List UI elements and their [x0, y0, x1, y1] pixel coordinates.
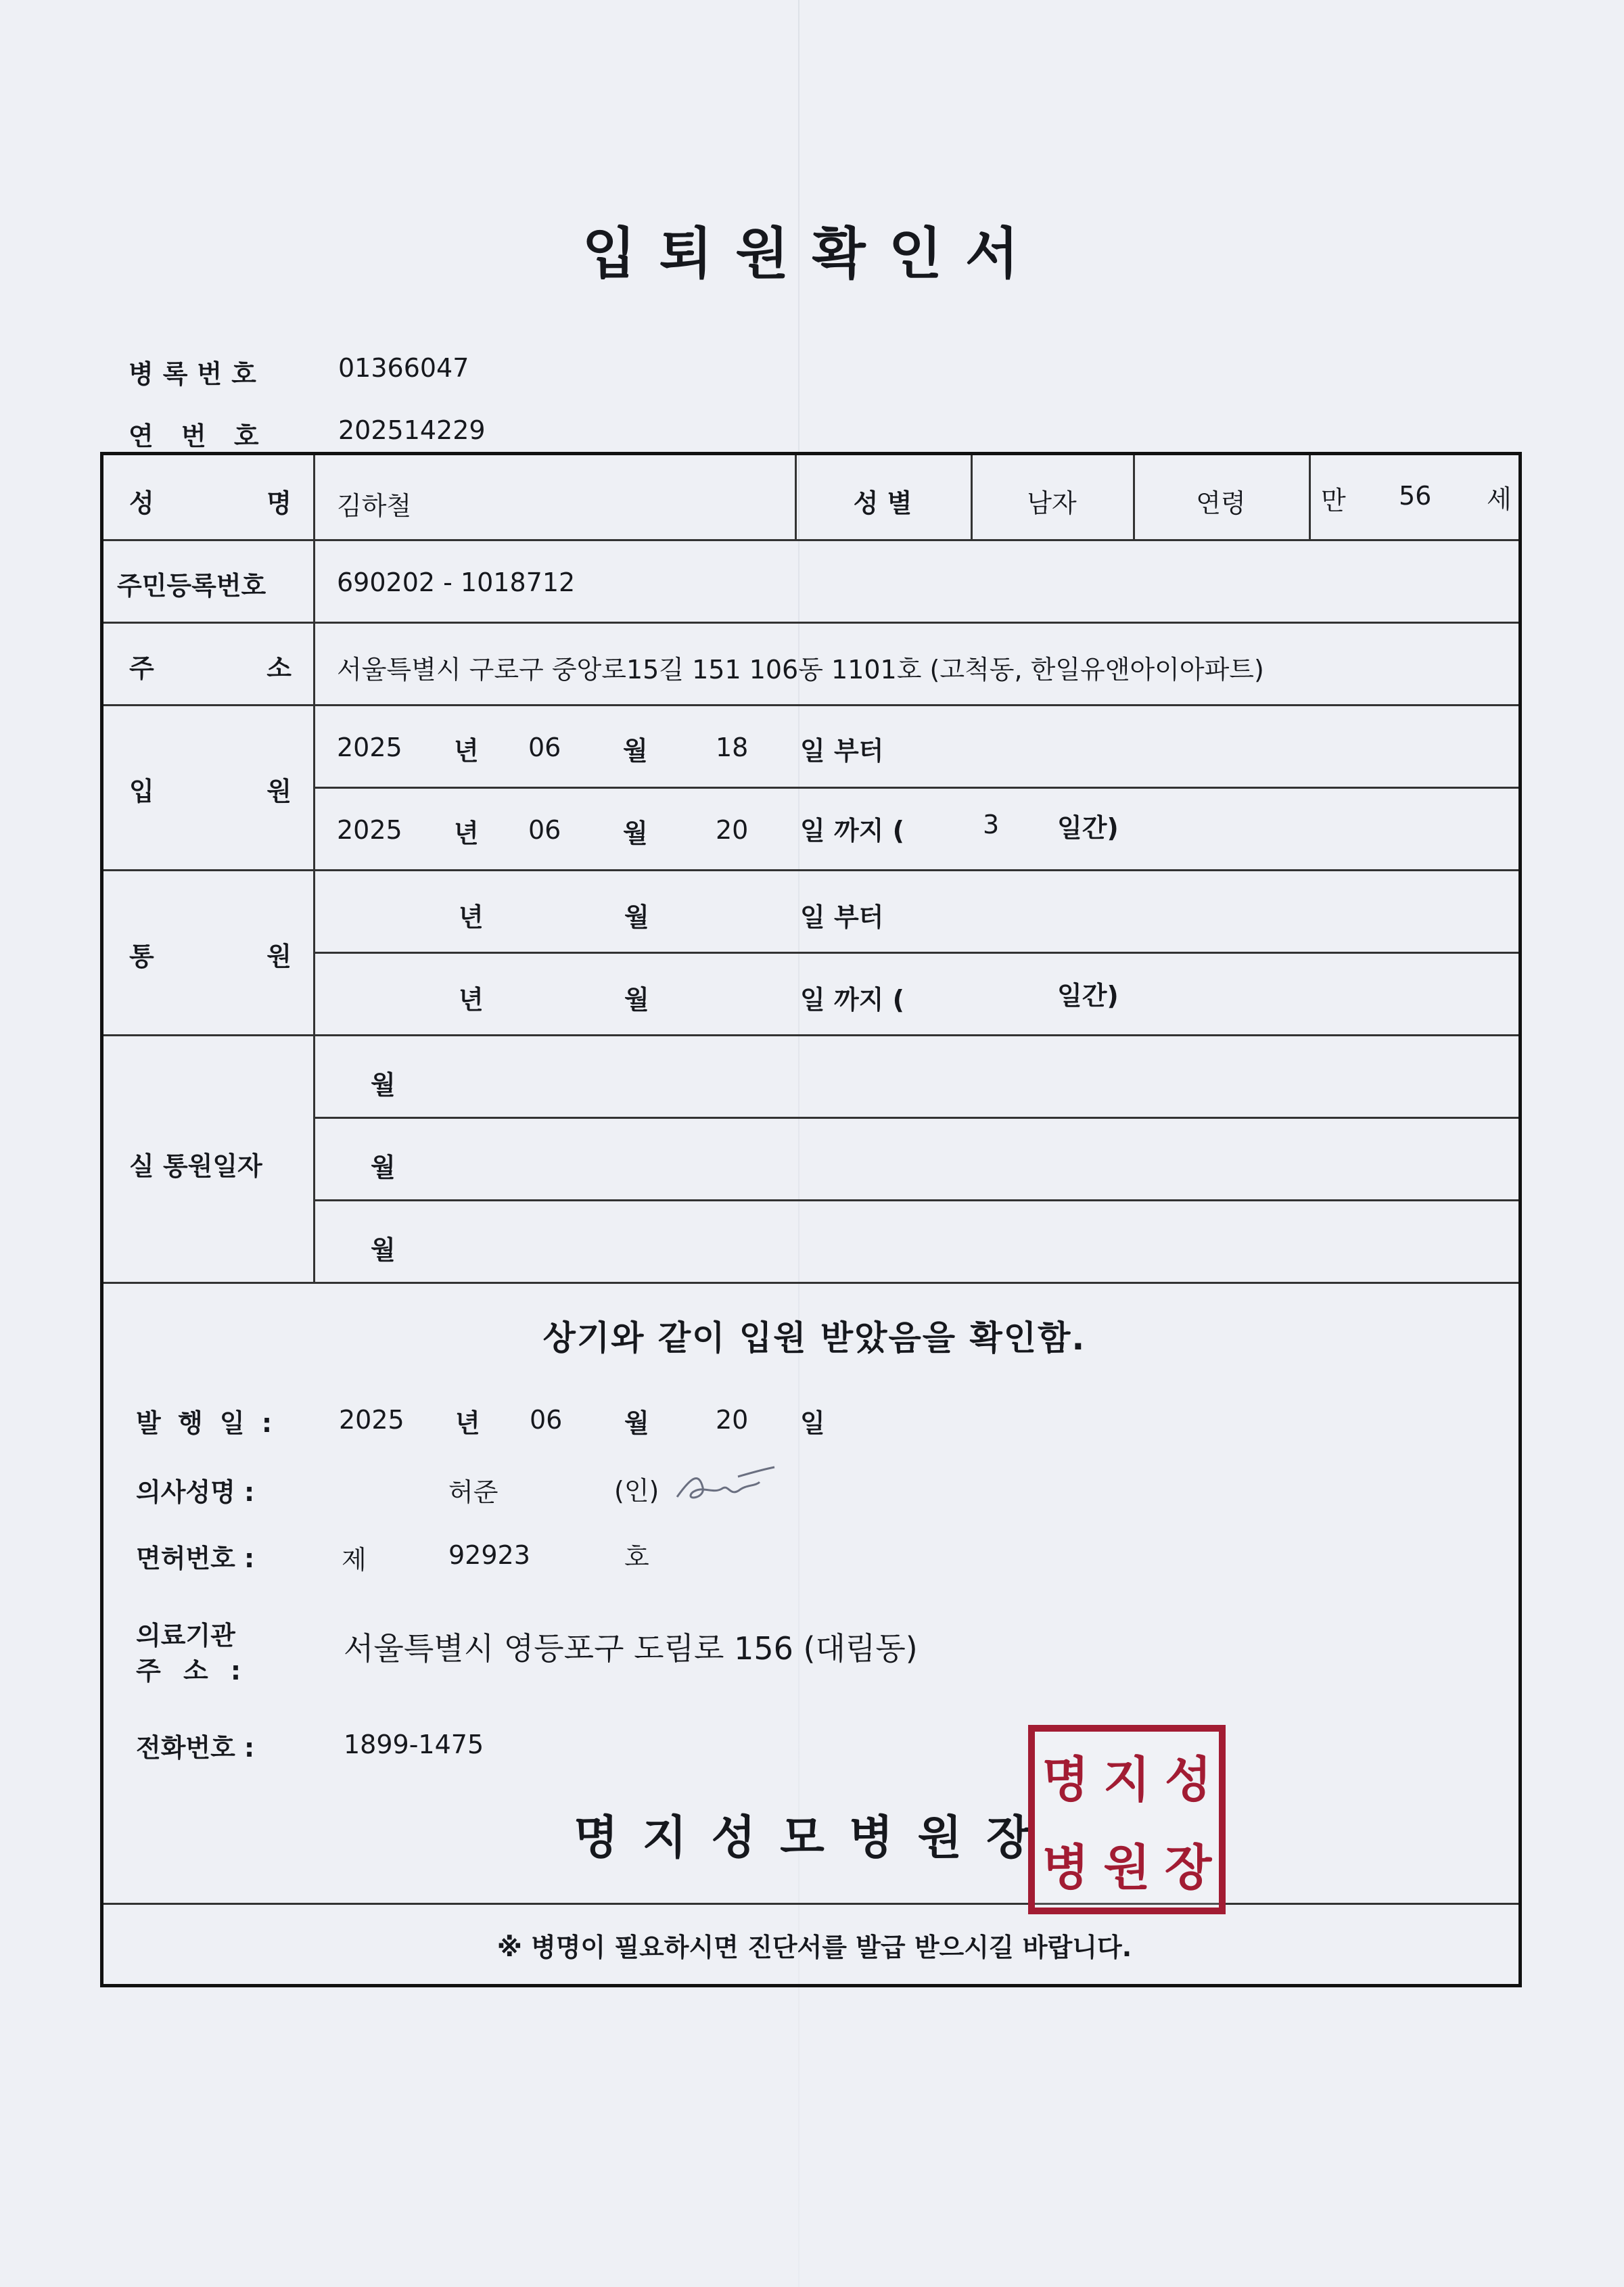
address-label: 주 소	[129, 653, 292, 683]
serial-number: 202514229	[338, 415, 486, 445]
phone-number: 1899-1475	[344, 1730, 484, 1759]
license-suffix: 호	[624, 1542, 649, 1572]
admission-to-month: 06	[528, 815, 561, 845]
document-title: 입퇴원확인서	[582, 222, 1042, 286]
institution-label-line2: 주 소 :	[136, 1656, 248, 1686]
seal-char: 장	[1164, 1839, 1212, 1896]
admission-from-month: 06	[528, 733, 561, 762]
license-prefix: 제	[342, 1545, 367, 1575]
issue-month-unit: 월	[624, 1408, 649, 1438]
patient-number: 01366047	[338, 353, 469, 383]
issue-date-label: 발 행 일 :	[136, 1408, 277, 1438]
age-prefix: 만	[1321, 486, 1346, 515]
admission-from-year: 2025	[337, 733, 402, 762]
doctor-signature	[672, 1458, 780, 1512]
patient-number-label: 병록번호	[129, 359, 266, 389]
phone-label: 전화번호 :	[136, 1733, 255, 1763]
age-suffix: 세	[1487, 484, 1512, 514]
license-label: 면허번호 :	[136, 1544, 255, 1573]
year-unit: 년	[459, 902, 484, 932]
patient-name: 김하철	[337, 491, 412, 521]
seal-char: 명	[1042, 1751, 1090, 1808]
institution-label-line1: 의료기관	[136, 1621, 235, 1650]
age-label: 연령	[1196, 488, 1246, 518]
day-to-unit: 일 까지 (	[800, 985, 904, 1015]
admission-days: 3	[983, 810, 1000, 839]
day-from-unit: 일 부터	[800, 736, 884, 766]
rrn-value: 690202 - 1018712	[337, 568, 576, 597]
month-unit: 월	[623, 818, 648, 848]
visit-month-unit: 월	[371, 1153, 396, 1182]
day-to-unit: 일 까지 (	[800, 816, 904, 846]
confirmation-text: 상기와 같이 입원 받았음을 확인함.	[542, 1318, 1086, 1358]
issue-year-unit: 년	[455, 1408, 480, 1438]
footer-note: ※ 병명이 필요하시면 진단서를 발급 받으시길 바랍니다.	[496, 1933, 1132, 1962]
sex-label: 성 별	[853, 488, 912, 518]
admission-to-day: 20	[716, 815, 749, 845]
visit-month-unit: 월	[371, 1235, 396, 1265]
doctor-name: 허준	[448, 1477, 498, 1507]
year-unit: 년	[454, 736, 479, 766]
year-unit: 년	[454, 818, 479, 848]
month-unit: 월	[624, 985, 649, 1015]
issue-month: 06	[530, 1405, 563, 1435]
patient-address: 서울특별시 구로구 중앙로15길 151 106동 1101호 (고척동, 한일유앤아이아파트)	[337, 655, 1264, 685]
sex-value: 남자	[1027, 488, 1077, 518]
seal-mark: (인)	[614, 1476, 659, 1506]
days-unit: 일간)	[1057, 813, 1119, 843]
seal-char: 성	[1164, 1751, 1212, 1808]
issue-year: 2025	[339, 1405, 404, 1435]
visit-month-unit: 월	[371, 1070, 396, 1100]
admission-from-day: 18	[716, 733, 749, 762]
year-unit: 년	[459, 985, 484, 1015]
actual-visit-label: 실 통원일자	[129, 1151, 262, 1181]
seal-char: 원	[1103, 1839, 1151, 1896]
license-number: 92923	[448, 1540, 530, 1570]
doctor-label: 의사성명 :	[136, 1477, 255, 1507]
admission-to-year: 2025	[337, 815, 402, 845]
admission-label: 입 원	[129, 777, 292, 806]
rrn-label: 주민등록번호	[117, 571, 266, 601]
outpatient-label: 통 원	[129, 942, 292, 971]
month-unit: 월	[623, 736, 648, 766]
issue-day-unit: 일	[800, 1408, 825, 1438]
days-unit: 일간)	[1057, 981, 1119, 1011]
name-label: 성 명	[129, 488, 292, 518]
seal-char: 병	[1042, 1839, 1090, 1896]
issue-day: 20	[716, 1405, 749, 1435]
certificate-table	[100, 452, 1522, 1987]
institution-address: 서울특별시 영등포구 도림로 156 (대림동)	[344, 1630, 918, 1667]
day-from-unit: 일 부터	[800, 902, 884, 932]
age-value: 56	[1399, 481, 1432, 511]
hospital-seal	[1028, 1725, 1226, 1914]
hospital-head-title: 명지성모병원장	[574, 1811, 1055, 1865]
month-unit: 월	[624, 902, 649, 932]
serial-number-label: 연 번 호	[129, 421, 269, 451]
seal-char: 지	[1103, 1751, 1151, 1808]
